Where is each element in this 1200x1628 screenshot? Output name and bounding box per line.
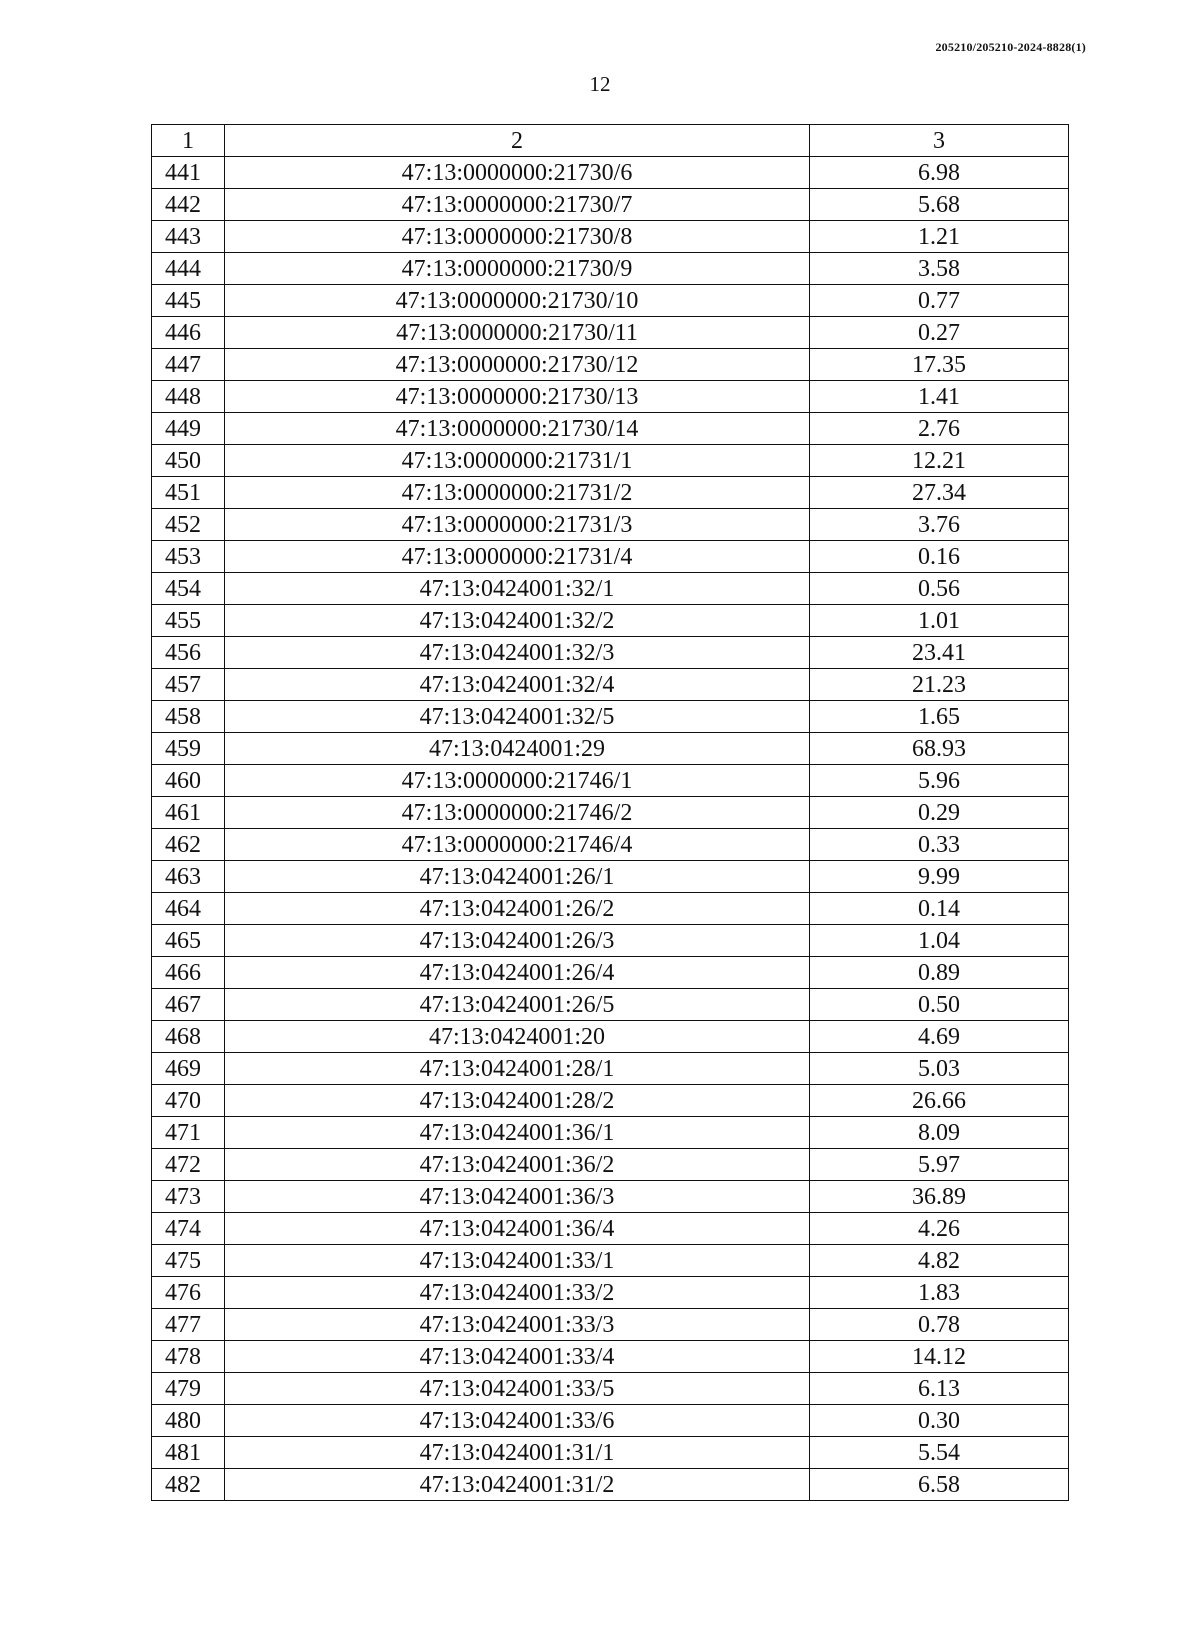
- cadastral-number-cell: 47:13:0424001:26/5: [225, 989, 810, 1021]
- value-cell: 14.12: [810, 1341, 1069, 1373]
- value-cell: 6.58: [810, 1469, 1069, 1501]
- cadastral-number-cell: 47:13:0424001:26/1: [225, 861, 810, 893]
- data-table: [151, 124, 1069, 1501]
- table-row: [152, 1213, 1069, 1245]
- cadastral-number-cell: 47:13:0000000:21730/10: [225, 285, 810, 317]
- table-row: [152, 541, 1069, 573]
- table-row: [152, 1181, 1069, 1213]
- table-row: [152, 1053, 1069, 1085]
- cadastral-number-cell: 47:13:0000000:21731/1: [225, 445, 810, 477]
- table-row: [152, 381, 1069, 413]
- cadastral-number-cell: 47:13:0424001:32/1: [225, 573, 810, 605]
- value-cell: 4.26: [810, 1213, 1069, 1245]
- cadastral-number-cell: 47:13:0424001:29: [225, 733, 810, 765]
- value-cell: 0.78: [810, 1309, 1069, 1341]
- value-cell: 1.41: [810, 381, 1069, 413]
- cadastral-number-cell: 47:13:0000000:21731/2: [225, 477, 810, 509]
- value-cell: 1.83: [810, 1277, 1069, 1309]
- value-cell: 17.35: [810, 349, 1069, 381]
- value-cell: 0.56: [810, 573, 1069, 605]
- cadastral-number-cell: 47:13:0000000:21730/14: [225, 413, 810, 445]
- value-cell: 0.89: [810, 957, 1069, 989]
- table-row: [152, 157, 1069, 189]
- row-number-cell: 471: [152, 1117, 225, 1149]
- table-row: [152, 829, 1069, 861]
- cadastral-number-cell: 47:13:0424001:28/1: [225, 1053, 810, 1085]
- row-number-cell: 446: [152, 317, 225, 349]
- cadastral-number-cell: 47:13:0000000:21730/12: [225, 349, 810, 381]
- table-row: [152, 797, 1069, 829]
- cadastral-number-cell: 47:13:0000000:21730/11: [225, 317, 810, 349]
- cadastral-number-cell: 47:13:0000000:21730/6: [225, 157, 810, 189]
- value-cell: 3.76: [810, 509, 1069, 541]
- value-cell: 26.66: [810, 1085, 1069, 1117]
- row-number-cell: 476: [152, 1277, 225, 1309]
- cadastral-number-cell: 47:13:0000000:21730/9: [225, 253, 810, 285]
- row-number-cell: 477: [152, 1309, 225, 1341]
- table-row: [152, 1277, 1069, 1309]
- cadastral-number-cell: 47:13:0424001:28/2: [225, 1085, 810, 1117]
- value-cell: 1.21: [810, 221, 1069, 253]
- table-body: [152, 157, 1069, 1501]
- cadastral-number-cell: 47:13:0424001:26/3: [225, 925, 810, 957]
- value-cell: 0.27: [810, 317, 1069, 349]
- table-row: [152, 1405, 1069, 1437]
- table-row: [152, 925, 1069, 957]
- cadastral-number-cell: 47:13:0424001:36/4: [225, 1213, 810, 1245]
- row-number-cell: 441: [152, 157, 225, 189]
- cadastral-number-cell: 47:13:0424001:33/6: [225, 1405, 810, 1437]
- table-row: [152, 573, 1069, 605]
- table-row: [152, 605, 1069, 637]
- row-number-cell: 450: [152, 445, 225, 477]
- value-cell: 1.01: [810, 605, 1069, 637]
- row-number-cell: 473: [152, 1181, 225, 1213]
- value-cell: 5.97: [810, 1149, 1069, 1181]
- cadastral-number-cell: 47:13:0424001:26/4: [225, 957, 810, 989]
- row-number-cell: 454: [152, 573, 225, 605]
- table-row: [152, 285, 1069, 317]
- row-number-cell: 457: [152, 669, 225, 701]
- row-number-cell: 452: [152, 509, 225, 541]
- row-number-cell: 453: [152, 541, 225, 573]
- value-cell: 68.93: [810, 733, 1069, 765]
- row-number-cell: 458: [152, 701, 225, 733]
- cadastral-number-cell: 47:13:0424001:33/5: [225, 1373, 810, 1405]
- table-row: [152, 317, 1069, 349]
- table-row: [152, 701, 1069, 733]
- row-number-cell: 467: [152, 989, 225, 1021]
- row-number-cell: 468: [152, 1021, 225, 1053]
- table-row: [152, 1437, 1069, 1469]
- row-number-cell: 478: [152, 1341, 225, 1373]
- row-number-cell: 444: [152, 253, 225, 285]
- table-row: [152, 957, 1069, 989]
- row-number-cell: 456: [152, 637, 225, 669]
- value-cell: 2.76: [810, 413, 1069, 445]
- cadastral-number-cell: 47:13:0000000:21731/3: [225, 509, 810, 541]
- row-number-cell: 482: [152, 1469, 225, 1501]
- row-number-cell: 472: [152, 1149, 225, 1181]
- row-number-cell: 449: [152, 413, 225, 445]
- value-cell: 6.98: [810, 157, 1069, 189]
- cadastral-number-cell: 47:13:0424001:32/5: [225, 701, 810, 733]
- value-cell: 0.14: [810, 893, 1069, 925]
- cadastral-number-cell: 47:13:0424001:36/2: [225, 1149, 810, 1181]
- value-cell: 4.82: [810, 1245, 1069, 1277]
- value-cell: 0.30: [810, 1405, 1069, 1437]
- cadastral-number-cell: 47:13:0000000:21730/7: [225, 189, 810, 221]
- value-cell: 0.16: [810, 541, 1069, 573]
- row-number-cell: 442: [152, 189, 225, 221]
- cadastral-number-cell: 47:13:0000000:21731/4: [225, 541, 810, 573]
- row-number-cell: 475: [152, 1245, 225, 1277]
- row-number-cell: 479: [152, 1373, 225, 1405]
- value-cell: 21.23: [810, 669, 1069, 701]
- row-number-cell: 464: [152, 893, 225, 925]
- column-header-1: 1: [152, 125, 225, 157]
- cadastral-number-cell: 47:13:0424001:36/1: [225, 1117, 810, 1149]
- table-row: [152, 477, 1069, 509]
- page-number: 12: [589, 72, 611, 96]
- value-cell: 3.58: [810, 253, 1069, 285]
- table-row: [152, 1021, 1069, 1053]
- cadastral-number-cell: 47:13:0424001:31/2: [225, 1469, 810, 1501]
- cadastral-number-cell: 47:13:0424001:33/4: [225, 1341, 810, 1373]
- cadastral-number-cell: 47:13:0424001:36/3: [225, 1181, 810, 1213]
- value-cell: 4.69: [810, 1021, 1069, 1053]
- table-row: [152, 989, 1069, 1021]
- row-number-cell: 445: [152, 285, 225, 317]
- value-cell: 9.99: [810, 861, 1069, 893]
- table-row: [152, 445, 1069, 477]
- cadastral-number-cell: 47:13:0424001:31/1: [225, 1437, 810, 1469]
- cadastral-number-cell: 47:13:0000000:21730/13: [225, 381, 810, 413]
- table-row: [152, 669, 1069, 701]
- table-row: [152, 1149, 1069, 1181]
- document-reference: 205210/205210-2024-8828(1): [935, 40, 1086, 54]
- value-cell: 1.04: [810, 925, 1069, 957]
- row-number-cell: 474: [152, 1213, 225, 1245]
- table-row: [152, 733, 1069, 765]
- cadastral-number-cell: 47:13:0424001:33/3: [225, 1309, 810, 1341]
- table-row: [152, 861, 1069, 893]
- cadastral-number-cell: 47:13:0000000:21746/1: [225, 765, 810, 797]
- table-row: [152, 1309, 1069, 1341]
- cadastral-number-cell: 47:13:0424001:33/2: [225, 1277, 810, 1309]
- table-row: [152, 1469, 1069, 1501]
- value-cell: 5.54: [810, 1437, 1069, 1469]
- cadastral-number-cell: 47:13:0000000:21730/8: [225, 221, 810, 253]
- table-row: [152, 1117, 1069, 1149]
- table-row: [152, 765, 1069, 797]
- row-number-cell: 461: [152, 797, 225, 829]
- row-number-cell: 459: [152, 733, 225, 765]
- value-cell: 6.13: [810, 1373, 1069, 1405]
- table-row: [152, 221, 1069, 253]
- value-cell: 0.50: [810, 989, 1069, 1021]
- value-cell: 0.77: [810, 285, 1069, 317]
- table-row: [152, 253, 1069, 285]
- cadastral-number-cell: 47:13:0424001:32/3: [225, 637, 810, 669]
- cadastral-number-cell: 47:13:0424001:32/2: [225, 605, 810, 637]
- cadastral-number-cell: 47:13:0424001:33/1: [225, 1245, 810, 1277]
- value-cell: 5.96: [810, 765, 1069, 797]
- table-row: [152, 349, 1069, 381]
- value-cell: 12.21: [810, 445, 1069, 477]
- value-cell: 5.03: [810, 1053, 1069, 1085]
- row-number-cell: 460: [152, 765, 225, 797]
- column-header-2: 2: [225, 125, 810, 157]
- value-cell: 36.89: [810, 1181, 1069, 1213]
- cadastral-number-cell: 47:13:0000000:21746/2: [225, 797, 810, 829]
- row-number-cell: 463: [152, 861, 225, 893]
- value-cell: 8.09: [810, 1117, 1069, 1149]
- row-number-cell: 448: [152, 381, 225, 413]
- value-cell: 23.41: [810, 637, 1069, 669]
- value-cell: 5.68: [810, 189, 1069, 221]
- row-number-cell: 447: [152, 349, 225, 381]
- value-cell: 0.29: [810, 797, 1069, 829]
- table-row: [152, 189, 1069, 221]
- table-row: [152, 413, 1069, 445]
- table-row: [152, 1085, 1069, 1117]
- row-number-cell: 443: [152, 221, 225, 253]
- cadastral-number-cell: 47:13:0424001:26/2: [225, 893, 810, 925]
- row-number-cell: 481: [152, 1437, 225, 1469]
- row-number-cell: 469: [152, 1053, 225, 1085]
- column-header-3: 3: [810, 125, 1069, 157]
- header-row: [152, 125, 1069, 157]
- cadastral-number-cell: 47:13:0424001:32/4: [225, 669, 810, 701]
- table-row: [152, 509, 1069, 541]
- row-number-cell: 480: [152, 1405, 225, 1437]
- table-row: [152, 1341, 1069, 1373]
- table-header: [152, 125, 1069, 157]
- row-number-cell: 451: [152, 477, 225, 509]
- row-number-cell: 455: [152, 605, 225, 637]
- row-number-cell: 465: [152, 925, 225, 957]
- row-number-cell: 470: [152, 1085, 225, 1117]
- cadastral-number-cell: 47:13:0424001:20: [225, 1021, 810, 1053]
- table-row: [152, 1245, 1069, 1277]
- value-cell: 1.65: [810, 701, 1069, 733]
- value-cell: 27.34: [810, 477, 1069, 509]
- table-row: [152, 1373, 1069, 1405]
- row-number-cell: 466: [152, 957, 225, 989]
- table-row: [152, 637, 1069, 669]
- cadastral-number-cell: 47:13:0000000:21746/4: [225, 829, 810, 861]
- value-cell: 0.33: [810, 829, 1069, 861]
- row-number-cell: 462: [152, 829, 225, 861]
- table-row: [152, 893, 1069, 925]
